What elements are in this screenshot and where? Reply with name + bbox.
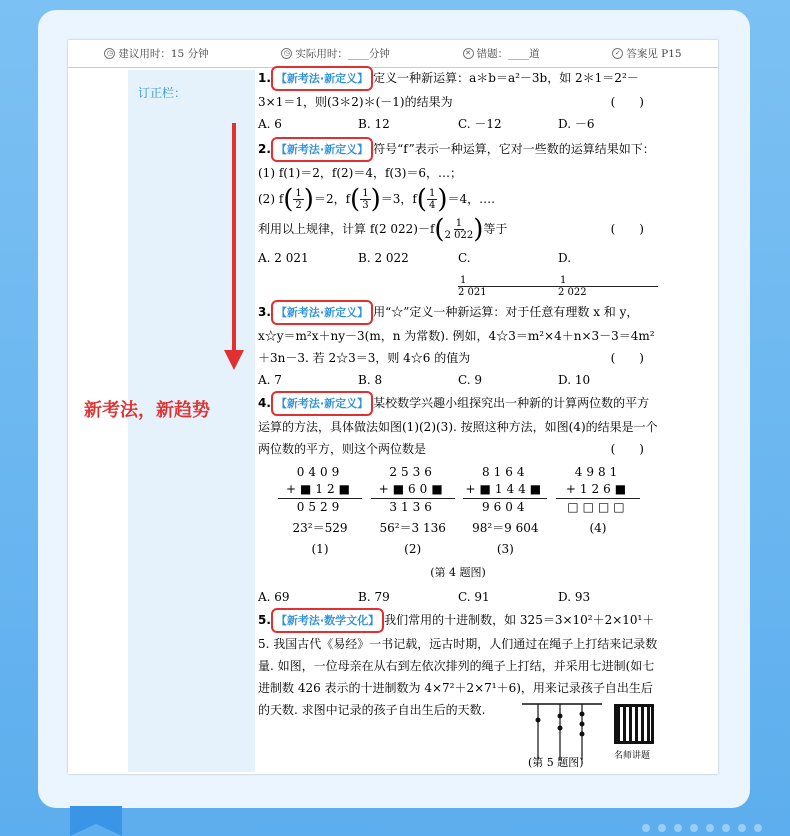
side-annotation: 新考法，新趋势 [84, 400, 210, 421]
q2-line2: (2) f( $\frac{1}{2}$ )＝2，f( $\frac{1}{3}$ )＝3，f( $\frac{1}{4}$ )＝4，…. [258, 184, 495, 215]
figure-4 [258, 464, 658, 558]
cross-icon: ✕ [463, 48, 474, 59]
qr-code-icon[interactable] [614, 704, 654, 744]
question-2: 2. 【新考法·新定义】 符号“f”表示一种运算，它对一些数的运算结果如下： (1) f(1)＝2，f(2)＝4，f(3)＝6，…； (2) f( $\frac{1}{2}$ )＝2，f( $\frac{1}{3}$ )＝3，f( $\frac{1}{4}$ )＝4，…. 利用以上规律，计算 f(2 022)－f( $\frac{1}{2 022}$ )等于 ( ) A. 2 021 B. 2 022 C. $\frac{1}{2 021}$ D. $\frac{1}{2 022}$ [258, 137, 658, 300]
fraction: $\frac{1}{3}$ [362, 188, 369, 211]
calc-2: 2536 +■60■ 3136 56²＝3 136 (2) [371, 464, 455, 558]
options: A. 7 B. 8 C. 9 D. 10 [258, 373, 591, 387]
options: A. 6 B. 12 C. －12 D. －6 [258, 117, 595, 131]
question-1: 1. 【新考法·新定义】 定义一种新运算：a＊b＝a²－3b，如 2＊1＝2²－3×1＝1，则(3＊2)＊(－1)的结果为 ( ) A. 6 B. 12 C. －12 D. －6 [258, 66, 658, 135]
suggested-time: ◷ 建议用时：15 分钟 [104, 46, 208, 61]
actual-time: ◷ 实际用时：____分钟 [281, 46, 390, 61]
calc-4: 4981 +126■ □□□□ (4) [556, 464, 640, 558]
question-3: 3. 【新考法·新定义】 用“☆”定义一种新运算：对于任意有理数 x 和 y，x☆y＝m²x＋ny－3(m，n 为常数). 例如，4☆3＝m²×4＋n×3－3＝4m²＋3n－3. 若 2☆3＝3，则 4☆6 的值为 ( ) A. 7 B. 8 C. 9 D. 10 [258, 300, 658, 391]
tag-box: 【新考法·新定义】 [271, 66, 373, 91]
tag-box: 【新考法·数学文化】 [271, 608, 384, 633]
tag-box: 【新考法·新定义】 [271, 391, 373, 416]
tag-box: 【新考法·新定义】 [271, 137, 373, 162]
red-arrow-shaft [232, 123, 236, 355]
tag-box: 【新考法·新定义】 [271, 300, 373, 325]
q2-line3: 利用以上规律，计算 f(2 022)－f( $\frac{1}{2 022}$ )等于 ( ) [258, 214, 644, 245]
question-5: 5. 【新考法·数学文化】 我们常用的十进制数，如 325＝3×10²＋2×10¹＋5. 我国古代《易经》一书记载，远古时期，人们通过在绳子上打结来记录数量. 如图，一位母亲在从右到左依次排列的绳子上打结，并采用七进制(如七进制数 426 表示的十进制数为 4×7²＋2×7¹＋6)，用来记录孩子自出生后的天数. 求图中记录的孩子自出生后的天数. [258, 608, 658, 721]
fraction: $\frac{1}{2 022}$ [444, 218, 474, 241]
questions-area [258, 66, 658, 721]
fraction: $\frac{1}{2}$ [295, 188, 302, 211]
options: A. 69 B. 79 C. 91 D. 93 [258, 590, 591, 604]
wrong-count: ✕ 错题：____道 [463, 46, 540, 61]
fraction: $\frac{1}{4}$ [428, 188, 436, 211]
options: A. 2 021 B. 2 022 C. $\frac{1}{2 021}$ D. $\frac{1}{2 022}$ [258, 244, 658, 300]
figure-5-caption: (第 5 题图) [528, 756, 584, 769]
correction-label: 订正栏： [138, 86, 187, 100]
qr-label: 名师讲题 [614, 751, 651, 761]
calc-3: 8164 +■144■ 9604 98²＝9 604 (3) [463, 464, 547, 558]
clock-icon: ◷ [281, 48, 292, 59]
question-4: 4. 【新考法·新定义】 某校数学兴趣小组探究出一种新的计算两位数的平方运算的方法，具体做法如图(1)(2)(3). 按照这种方法，如图(4)的结果是一个两位数的平方，则这个两位数是 ( ) 0409 +■12■ 0529 23²＝529 (1) 2536 +■60■ 3136 56²＝3 136 (2) 8164 +■144■ 9604 98²＝9 604 (3) 4981 +126■ □□□□ (4) (第 4 题图) A. 69 B. 79 C. 91 D. 93 [258, 391, 658, 608]
clock-icon: ◷ [104, 48, 115, 59]
calc-1: 0409 +■12■ 0529 23²＝529 (1) [278, 464, 362, 558]
worksheet-header [68, 40, 718, 68]
answer-ref: ✓ 答案见 P15 [612, 46, 681, 61]
red-arrow-head-icon [224, 350, 244, 370]
key-icon: ✓ [612, 48, 623, 59]
decorative-dots [642, 824, 762, 832]
